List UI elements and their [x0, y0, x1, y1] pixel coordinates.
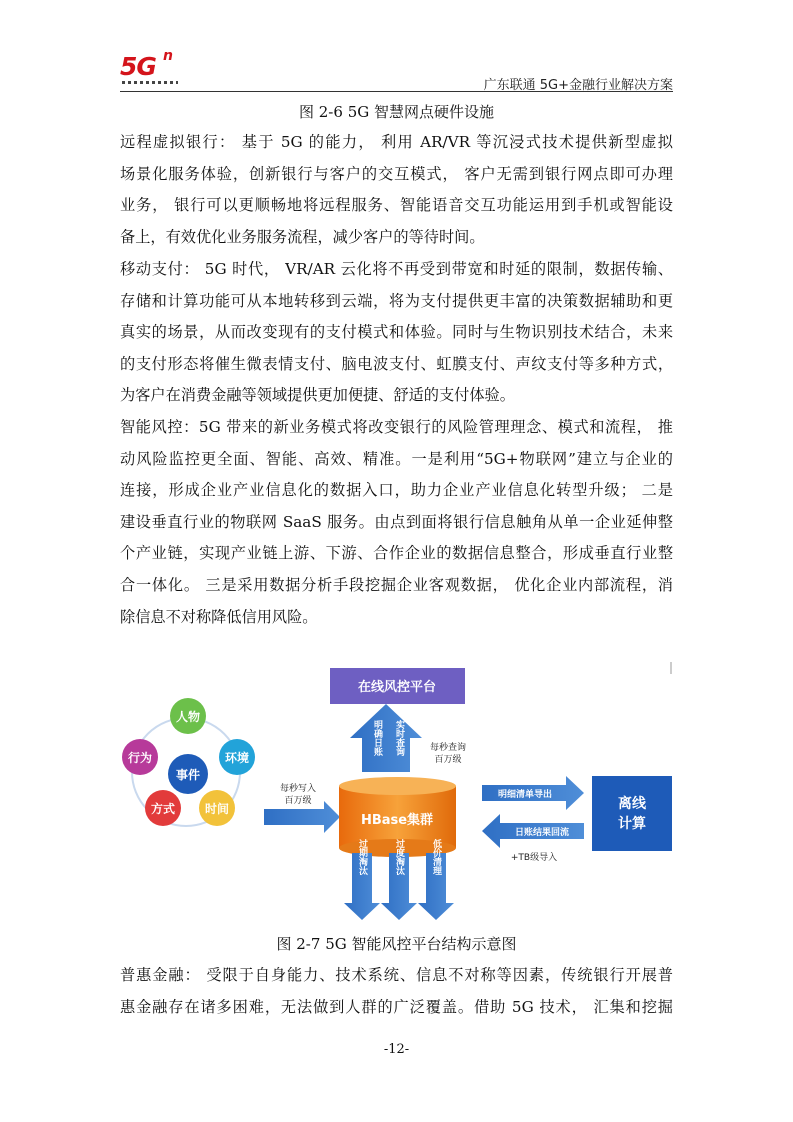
- risk-platform-diagram: [118, 660, 676, 922]
- write-rate-label-2: 百万级: [284, 796, 312, 806]
- paragraph-line: 远程虚拟银行： 基于 5G 的能力， 利用 AR/VR 等沉浸式技术提供新型虚拟: [120, 133, 673, 151]
- circle-environment: [219, 739, 255, 775]
- paragraph-line: 存储和计算功能可从本地转移到云端，将为支付提供更丰富的决策数据辅助和更: [120, 291, 673, 310]
- return-arrow: [482, 814, 584, 848]
- paragraph-line: 合一体化。 三是采用数据分析手段挖掘企业客观数据， 优化企业内部流程，消: [120, 575, 673, 594]
- export-label: 明细清单导出: [497, 790, 553, 800]
- query-rate-label-1: 每秒查询: [429, 743, 467, 753]
- paragraph-line: 普惠金融： 受限于自身能力、技术系统、信息不对称等因素，传统银行开展普: [120, 966, 673, 984]
- write-rate-label-1: 每秒写入: [279, 784, 317, 794]
- 5g-logo: [120, 48, 190, 92]
- circle-event: [168, 754, 208, 794]
- down-arrow-overdue-label: 过度淘汰: [394, 839, 404, 875]
- query-rate-label-2: 百万级: [434, 755, 462, 765]
- header-rule: [120, 91, 673, 92]
- paragraph-line: 真实的场景，从而改变现有的支付模式和体验。同时与生物识别技术结合，未来: [120, 323, 673, 342]
- circle-method-label: 方式: [150, 802, 176, 816]
- logo-superscript: n: [163, 48, 173, 64]
- diagram-svg: [118, 660, 676, 922]
- circle-time: [199, 790, 235, 826]
- hbase-label: HBase集群: [360, 813, 434, 828]
- paragraph-line: 业务， 银行可以更顺畅地将远程服务、智能语音交互功能运用到手机或智能设: [120, 196, 673, 215]
- figure-2-6-caption: 图 2-6 5G 智慧网点硬件设施: [299, 103, 494, 121]
- export-arrow: [482, 776, 584, 810]
- circle-environment-label: 环境: [224, 751, 250, 765]
- logo-tagline-mark: [122, 81, 178, 84]
- circle-people-label: 人物: [175, 710, 201, 724]
- offline-compute-box: [592, 776, 672, 851]
- query-up-arrow: [350, 704, 422, 772]
- query-arrow-label-2: 实时查询: [394, 720, 404, 756]
- paragraph-line: 个产业链，实现产业链上游、下游、合作企业的数据信息整合，形成垂直行业整: [120, 544, 673, 563]
- paragraph-mobile-pay: [120, 254, 673, 412]
- offline-label-2: 计算: [618, 816, 646, 832]
- circle-behavior-label: 行为: [127, 751, 153, 765]
- tb-import-label: +TB级导入: [510, 853, 558, 863]
- page-number: -12-: [383, 1042, 410, 1057]
- paragraph-line: 备上，有效优化业务服务流程，减少客户的等待时间。: [120, 227, 485, 246]
- query-arrow-label-1: 明确日账: [372, 720, 382, 756]
- paragraph-line: 场景化服务体验，创新银行与客户的交互模式， 客户无需到银行网点即可办理: [120, 164, 673, 183]
- circle-people: [170, 698, 206, 734]
- circle-time-label: 时间: [204, 802, 230, 816]
- down-arrow-expire-label: 过期淘汰: [357, 839, 367, 875]
- paragraph-risk-control: [120, 412, 673, 633]
- paragraph-line: 惠金融存在诸多困难，无法做到人群的广泛覆盖。借助 5G 技术， 汇集和挖掘: [120, 997, 673, 1016]
- paragraph-line: 动风险监控更全面、智能、高效、精准。一是利用“5G+物联网”建立与企业的: [120, 449, 673, 468]
- paragraph-line: 移动支付： 5G 时代， VR/AR 云化将不再受到带宽和时延的限制，数据传输、: [120, 260, 673, 278]
- online-platform-label: 在线风控平台: [357, 680, 437, 695]
- paragraph-inclusive-finance: [120, 960, 673, 1023]
- paragraph-line: 连接，形成企业产业信息化的数据入口，助力企业产业信息化转型升级； 二是: [120, 481, 673, 500]
- paragraph-line: 的支付形态将催生微表情支付、脑电波支付、虹膜支付、声纹支付等多种方式，: [120, 354, 673, 373]
- paragraph-line: 建设垂直行业的物联网 SaaS 服务。由点到面将银行信息触角从单一企业延伸整: [120, 512, 673, 531]
- header-title: 广东联通 5G+金融行业解决方案: [483, 78, 673, 93]
- paragraph-line: 除信息不对称降低信用风险。: [120, 607, 318, 626]
- offline-label-1: 离线: [618, 796, 646, 812]
- circle-method: [145, 790, 181, 826]
- paragraph-line: 智能风控：5G 带来的新业务模式将改变银行的风险管理理念、模式和流程， 推: [120, 418, 673, 436]
- return-label: 日账结果回流: [514, 828, 570, 838]
- logo-text: 5G: [120, 52, 156, 81]
- down-arrow-cleanup-label: 低价清理: [431, 839, 441, 875]
- paragraph-remote-bank: [120, 127, 673, 253]
- paragraph-line: 为客户在消费金融等领域提供更加便捷、舒适的支付体验。: [120, 386, 515, 405]
- figure-2-7-caption: 图 2-7 5G 智能风控平台结构示意图: [276, 935, 517, 953]
- circle-event-label: 事件: [175, 768, 201, 782]
- circle-behavior: [122, 739, 158, 775]
